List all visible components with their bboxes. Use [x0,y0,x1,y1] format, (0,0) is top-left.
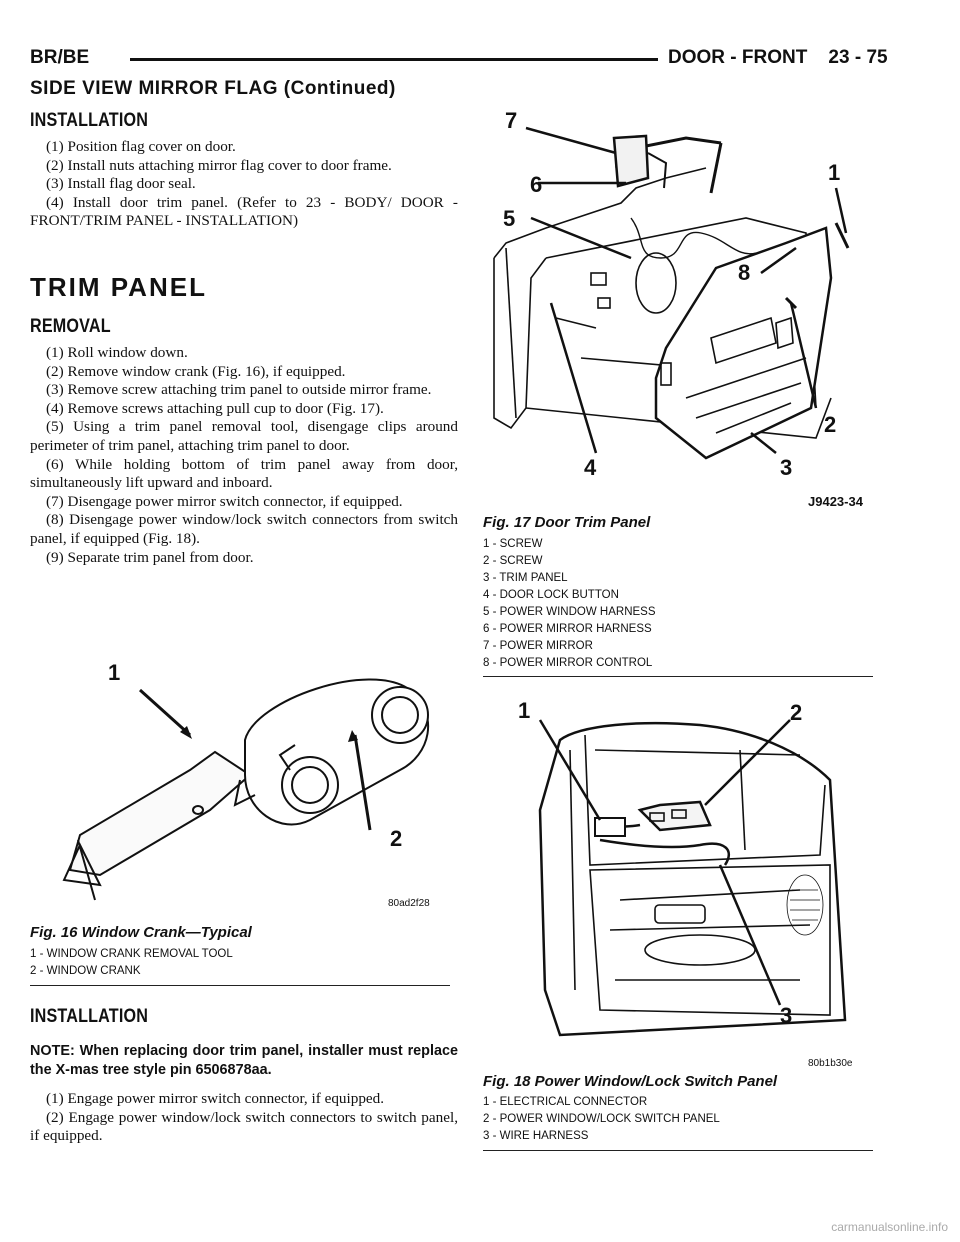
removal-step: (6) While holding bottom of trim panel away from door, simultaneously lift upward and inboard. [30,455,458,492]
installation-note: NOTE: When replacing door trim panel, installer must replace the X-mas tree style pin 6506878aa. [30,1043,458,1078]
legend-item: 1 - SCREW [483,538,543,550]
fig16-title: Fig. 16 Window Crank—Typical [30,924,252,941]
removal-step: (7) Disengage power mirror switch connector, if equipped. [46,492,403,510]
header-model: BR/BE [30,47,90,68]
window-crank-illustration [40,660,460,915]
fig16-callout: 1 [108,660,121,685]
removal-heading: REMOVAL [30,316,111,337]
fig18-callout: 1 [518,698,531,723]
fig17-rule [483,676,873,677]
fig17-callout: 2 [824,412,837,437]
fig17-callout: 4 [584,455,597,480]
removal-step: (8) Disengage power window/lock switch connectors from switch panel, if equipped (Fig. 18). [30,511,458,547]
trim-panel-title: TRIM PANEL [30,272,207,302]
legend-item: 3 - WIRE HARNESS [483,1130,589,1142]
removal-step: (3) Remove screw attaching trim panel to outside mirror frame. [46,381,432,399]
fig18-code: 80b1b30e [808,1058,853,1069]
flag-installation-heading: INSTALLATION [30,110,149,131]
door-trim-panel-illustration [486,108,876,513]
fig18-rule [483,1150,873,1151]
removal-step: (1) Roll window down. [46,344,188,361]
legend-item: 3 - TRIM PANEL [483,572,568,584]
fig17-callout: 7 [505,108,518,133]
installation-heading: INSTALLATION [30,1006,149,1027]
legend-item: 7 - POWER MIRROR [483,640,593,652]
legend-item: 2 - POWER WINDOW/LOCK SWITCH PANEL [483,1113,720,1125]
fig16-legend [30,946,233,980]
legend-item: 1 - WINDOW CRANK REMOVAL TOOL [30,948,233,960]
legend-item: 8 - POWER MIRROR CONTROL [483,657,653,669]
removal-step: (2) Remove window crank (Fig. 16), if equipped. [46,362,346,380]
fig18-callout: 3 [780,1003,793,1028]
legend-item: 4 - DOOR LOCK BUTTON [483,589,619,601]
flag-step: (4) Install door trim panel. (Refer to 23 - BODY/ DOOR - FRONT/TRIM PANEL - INSTALLATION) [30,193,458,230]
legend-item: 6 - POWER MIRROR HARNESS [483,623,652,635]
fig17-code: J9423-34 [808,494,863,509]
watermark-footer: carmanualsonline.info [831,1220,948,1234]
switch-panel-illustration [500,690,870,1055]
fig17-callout: 3 [780,455,793,480]
legend-item: 1 - ELECTRICAL CONNECTOR [483,1096,648,1108]
fig18-callout: 2 [790,700,803,725]
installation-step: (1) Engage power mirror switch connector, if equipped. [46,1090,385,1107]
legend-item: 5 - POWER WINDOW HARNESS [483,606,656,618]
continued-heading: SIDE VIEW MIRROR FLAG (Continued) [30,78,396,99]
flag-step: (2) Install nuts attaching mirror flag cover to door frame. [46,156,392,174]
fig18-title: Fig. 18 Power Window/Lock Switch Panel [483,1073,778,1090]
fig17-title: Fig. 17 Door Trim Panel [483,514,651,531]
removal-step: (5) Using a trim panel removal tool, disengage clips around perimeter of trim panel, attaching trim panel to door. [30,418,458,454]
flag-step: (3) Install flag door seal. [46,175,196,193]
fig16-callout: 2 [390,826,403,851]
fig17-callout: 1 [828,160,841,185]
fig17-callout: 5 [503,206,516,231]
header-section: DOOR - FRONT 23 - 75 [668,47,888,68]
removal-step: (9) Separate trim panel from door. [46,548,254,566]
removal-section [30,316,458,567]
flag-installation-section [30,110,458,231]
fig17-callout: 8 [738,260,751,285]
fig16-rule [30,985,450,986]
installation-section [30,1006,458,1146]
legend-item: 2 - SCREW [483,555,543,567]
removal-step: (4) Remove screws attaching pull cup to door (Fig. 17). [46,399,384,417]
header-rule [130,58,658,61]
fig16-code: 80ad2f28 [388,898,430,909]
installation-step: (2) Engage power window/lock switch connectors to switch panel, if equipped. [30,1108,458,1145]
fig18-legend [483,1094,720,1145]
legend-item: 2 - WINDOW CRANK [30,965,141,977]
fig17-callout: 6 [530,172,543,197]
flag-step: (1) Position flag cover on door. [46,138,236,155]
fig17-legend [483,536,656,672]
